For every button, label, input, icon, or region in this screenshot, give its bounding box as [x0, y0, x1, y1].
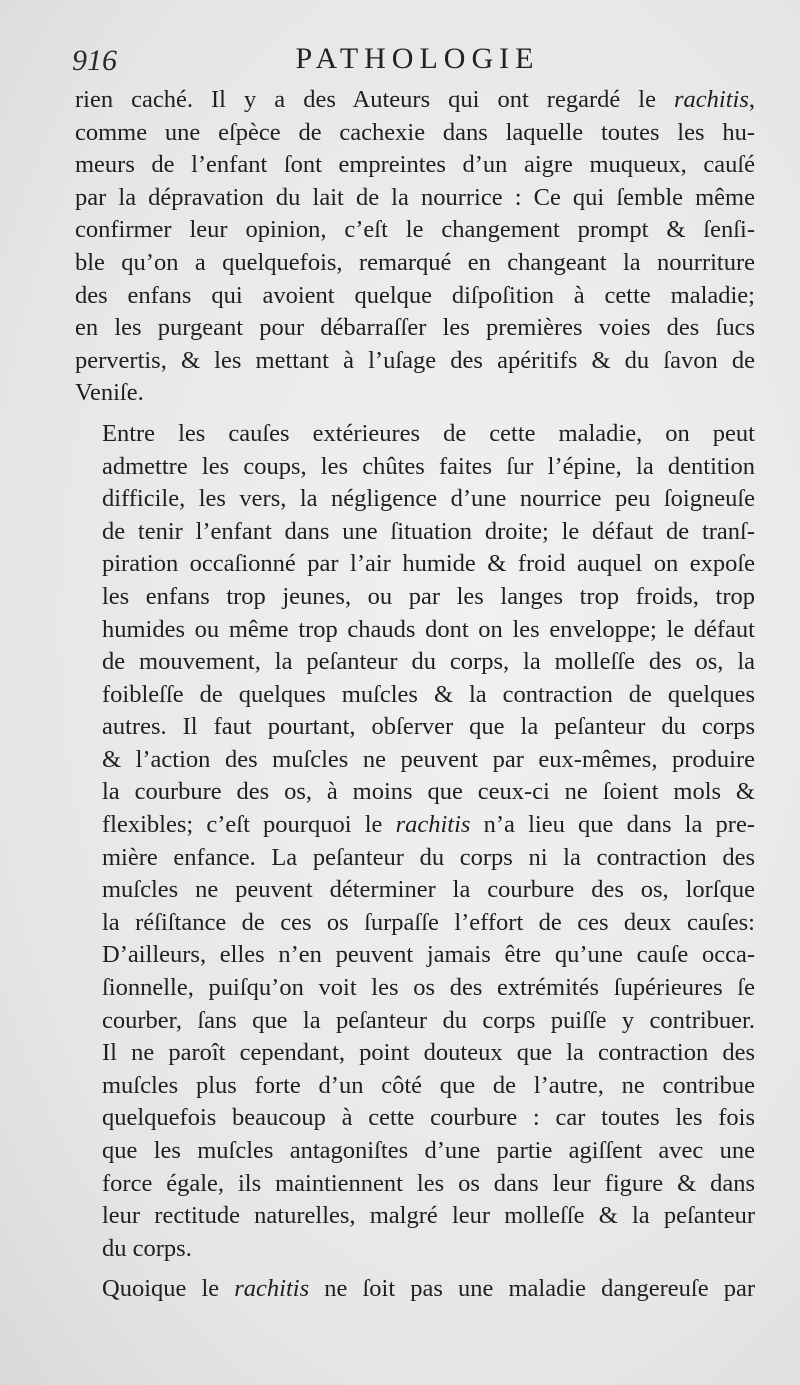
text-line — [75, 84, 755, 117]
text-segment: de mouvement, la peſanteur du corps, la molleſſe des os, la — [102, 648, 755, 676]
text-line — [75, 842, 755, 875]
text-segment: mière enfance. La peſanteur du corps ni la contraction des — [102, 843, 755, 871]
page-header — [72, 42, 760, 82]
text-segment: les enfans trop jeunes, ou par les langes trop froids, trop — [102, 582, 755, 610]
text-segment: quelquefois beaucoup à cette courbure : car toutes les fois — [102, 1104, 755, 1132]
page-number: 916 — [72, 44, 117, 77]
text-segment: de tenir l’enfant dans une ſituation droite; le défaut de tranſ- — [102, 517, 755, 545]
text-segment: Entre les cauſes extérieures de cette maladie, on peut — [102, 419, 755, 447]
text-line — [75, 280, 755, 313]
text-line — [75, 418, 755, 451]
italic-term: rachitis — [395, 811, 471, 839]
text-segment: des enfans qui avoient quelque diſpoſition à cette maladie; — [75, 281, 755, 309]
text-line — [75, 1273, 755, 1306]
text-segment: D’ailleurs, elles n’en peuvent jamais être qu’une cauſe occa- — [102, 941, 755, 969]
text-segment: la réſiſtance de ces os ſurpaſſe l’effort de ces deux cauſes: — [102, 908, 755, 936]
text-segment: autres. Il faut pourtant, obſerver que la peſanteur du corps — [102, 713, 755, 741]
text-line — [75, 1102, 755, 1135]
text-line — [75, 345, 755, 378]
text-segment: muſcles ne peuvent déterminer la courbure des os, lorſque — [102, 876, 755, 904]
text-line — [75, 1233, 755, 1266]
text-line — [75, 117, 755, 150]
text-line — [75, 451, 755, 484]
text-line — [75, 744, 755, 777]
text-line — [75, 214, 755, 247]
text-segment: admettre les coups, les chûtes faites ſur l’épine, la dentition — [102, 452, 755, 480]
text-line — [75, 679, 755, 712]
text-segment: pervertis, & les mettant à l’uſage des apéritifs & du ſavon de — [75, 346, 755, 374]
text-segment: en les purgeant pour débarraſſer les premières voies des ſucs — [75, 314, 755, 342]
text-line — [75, 581, 755, 614]
text-line — [75, 312, 755, 345]
text-line — [75, 182, 755, 215]
paragraph — [75, 1273, 755, 1306]
text-line — [75, 1168, 755, 1201]
text-segment: difficile, les vers, la négligence d’une nourrice peu ſoigneuſe — [102, 485, 755, 513]
text-line — [75, 614, 755, 647]
running-title: PATHOLOGIE — [295, 42, 540, 75]
text-segment: n’a lieu que dans la pre- — [470, 811, 755, 839]
text-segment: force égale, ils maintiennent les os dans leur figure & dans — [102, 1169, 755, 1197]
text-segment: & l’action des muſcles ne peuvent par eux-mêmes, produire — [102, 745, 755, 773]
text-segment: meurs de l’enfant ſont empreintes d’un aigre muqueux, cauſé — [75, 151, 755, 179]
text-segment: flexibles; c’eſt pourquoi le — [102, 811, 396, 839]
text-line — [75, 809, 755, 842]
text-segment: la courbure des os, à moins que ceux-ci ne ſoient mols & — [102, 778, 755, 806]
text-segment: piration occaſionné par l’air humide & froid auquel on expoſe — [102, 550, 755, 578]
text-line — [75, 548, 755, 581]
text-line — [75, 646, 755, 679]
text-segment: du corps. — [102, 1234, 192, 1262]
paragraph — [75, 84, 755, 410]
text-segment: humides ou même trop chauds dont on les enveloppe; le défaut — [102, 615, 755, 643]
text-segment: foibleſſe de quelques muſcles & la contraction de quelques — [102, 680, 755, 708]
text-segment: rien caché. Il y a des Auteurs qui ont regardé le — [75, 86, 674, 113]
text-line — [75, 516, 755, 549]
paragraph — [75, 418, 755, 1265]
text-line — [75, 907, 755, 940]
text-line — [75, 149, 755, 182]
text-segment: leur rectitude naturelles, malgré leur molleſſe & la peſanteur — [102, 1202, 755, 1230]
body-text — [75, 84, 755, 1314]
text-segment: courber, ſans que la peſanteur du corps puiſſe y contribuer. — [102, 1006, 755, 1034]
text-segment: ne ſoit pas une maladie dangereuſe par — [309, 1275, 755, 1303]
italic-term: rachitis — [234, 1275, 310, 1303]
text-line — [75, 1070, 755, 1103]
text-segment: ble qu’on a quelquefois, remarqué en changeant la nourriture — [75, 248, 755, 276]
text-segment: par la dépravation du lait de la nourrice : Ce qui ſemble même — [75, 183, 755, 211]
text-line — [75, 776, 755, 809]
text-line — [75, 1037, 755, 1070]
text-segment: ſionnelle, puiſqu’on voit les os des extrémités ſupérieures ſe — [102, 974, 755, 1002]
text-segment: Quoique le — [102, 1275, 235, 1303]
text-segment: Il ne paroît cependant, point douteux que la contraction des — [102, 1039, 755, 1067]
italic-term: rachitis — [674, 86, 749, 113]
text-line — [75, 1200, 755, 1233]
text-line — [75, 247, 755, 280]
text-line — [75, 1135, 755, 1168]
text-line — [75, 483, 755, 516]
text-line — [75, 1005, 755, 1038]
text-segment: , — [748, 86, 755, 113]
text-segment: Veniſe. — [75, 379, 144, 407]
text-line — [75, 377, 755, 410]
text-segment: que les muſcles antagoniſtes d’une partie agiſſent avec une — [102, 1137, 755, 1164]
text-segment: comme une eſpèce de cachexie dans laquelle toutes les hu- — [75, 118, 755, 146]
text-segment: confirmer leur opinion, c’eſt le changement prompt & ſenſi- — [75, 216, 755, 244]
text-segment: muſcles plus forte d’un côté que de l’autre, ne contribue — [102, 1071, 755, 1099]
text-line — [75, 874, 755, 907]
text-line — [75, 939, 755, 972]
text-line — [75, 972, 755, 1005]
text-line — [75, 711, 755, 744]
